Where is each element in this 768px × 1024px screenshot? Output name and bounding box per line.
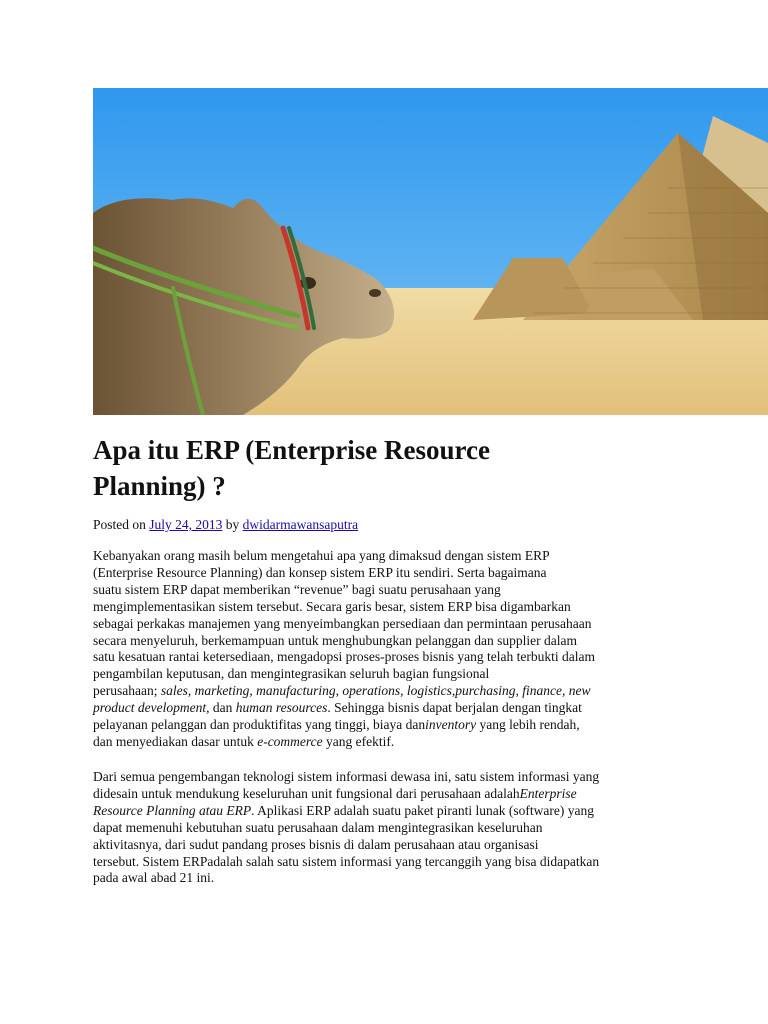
text-fragment: ,: [187, 683, 195, 699]
text-line: Dari semua pengembangan teknologi sistem informasi dewasa ini, satu sistem informasi yang: [93, 769, 600, 784]
text-line: [93, 683, 693, 700]
text-line: secara menyeluruh, berkemampuan untuk menghubungkan pelanggan dan supplier dalam: [93, 632, 577, 648]
text-fragment: dan: [209, 700, 236, 716]
text-line: suatu sistem ERP dapat memberikan “revenue” bagi suatu perusahaan yang: [93, 581, 501, 597]
camel-nostril: [369, 289, 381, 297]
italic-term: finance: [522, 683, 562, 699]
text-fragment: . Aplikasi ERP adalah suatu paket piranti lunak (software) yang: [251, 802, 595, 818]
italic-term: human resources: [235, 700, 328, 716]
author-link[interactable]: dwidarmawansaputra: [242, 517, 359, 532]
text-line: pengambilan keputusan, dan mengintegrasikan seluruh bagian fungsional: [93, 666, 490, 682]
italic-term: Resource Planning atau ERP: [93, 802, 252, 818]
italic-term: e-commerce: [257, 733, 323, 749]
text-fragment: ,: [249, 683, 257, 699]
text-line: pada awal abad 21 ini.: [93, 870, 215, 886]
italic-term: new: [568, 683, 591, 699]
text-fragment: didesain untuk mendukung keseluruhan unit fungsional dari perusahaan adalah: [93, 785, 520, 801]
text-line: [93, 734, 693, 751]
text-line: [93, 786, 693, 803]
italic-term: sales: [160, 683, 188, 699]
article-title: [93, 432, 693, 504]
italic-term: operations: [342, 683, 401, 699]
title-line-2: Planning) ?: [93, 471, 226, 501]
italic-term: product development,: [93, 700, 210, 716]
italic-term: marketing: [194, 683, 250, 699]
text-fragment: pelayanan pelanggan dan produktifitas yang tinggi, biaya dan: [93, 717, 426, 733]
text-line: aktivitasnya, dari sudut pandang proses bisnis di dalam perusahaan atau organisasi: [93, 836, 539, 852]
paragraph-1: [93, 548, 693, 751]
text-line: [93, 803, 693, 820]
text-fragment: perusahaan;: [93, 683, 161, 699]
hero-image: [93, 88, 768, 415]
text-line: tersebut. Sistem ERPadalah salah satu sistem informasi yang tercanggih yang bisa didapatkan: [93, 853, 600, 869]
text-fragment: yang lebih rendah,: [476, 717, 580, 733]
italic-term: inventory: [425, 717, 477, 733]
text-line: Kebanyakan orang masih belum mengetahui apa yang dimaksud dengan sistem ERP: [93, 548, 550, 563]
text-line: [93, 717, 693, 734]
paragraph-2: [93, 769, 693, 887]
text-fragment: yang efektif.: [322, 733, 395, 749]
text-line: dapat memenuhi kebutuhan suatu perusahaan dalam mengintegrasikan keseluruhan: [93, 819, 543, 835]
text-fragment: dan menyediakan dasar untuk: [93, 733, 258, 749]
post-date-link[interactable]: July 24, 2013: [149, 517, 223, 532]
text-fragment: ,: [335, 683, 343, 699]
text-fragment: ,: [515, 683, 523, 699]
italic-term: manufacturing: [256, 683, 336, 699]
posted-on-label: Posted on: [93, 517, 146, 532]
italic-term: logistics: [406, 683, 452, 699]
text-line: mengimplementasikan sistem tersebut. Secara garis besar, sistem ERP bisa digambarkan: [93, 598, 571, 614]
text-line: (Enterprise Resource Planning) dan konsep sistem ERP itu sendiri. Serta bagaimana: [93, 564, 547, 580]
italic-term: Enterprise: [519, 785, 577, 801]
italic-term: purchasing: [455, 683, 516, 699]
text-fragment: ,: [400, 683, 407, 699]
text-line: [93, 700, 693, 717]
by-label: by: [225, 517, 240, 532]
camel-pyramids-illustration: [93, 88, 768, 415]
text-fragment: . Sehingga bisnis dapat berjalan dengan tingkat: [327, 700, 582, 716]
text-line: sebagai perkakas manajemen yang menyeimbangkan persediaan dan permintaan perusahaan: [93, 615, 592, 631]
title-line-1: Apa itu ERP (Enterprise Resource: [93, 435, 490, 465]
post-meta: [93, 516, 358, 534]
text-line: satu kesatuan rantai ketersediaan, mengadopsi proses-proses bisnis yang telah terbukti dalam: [93, 649, 595, 665]
text-fragment: ,: [562, 683, 569, 699]
text-fragment: ,: [451, 683, 456, 699]
